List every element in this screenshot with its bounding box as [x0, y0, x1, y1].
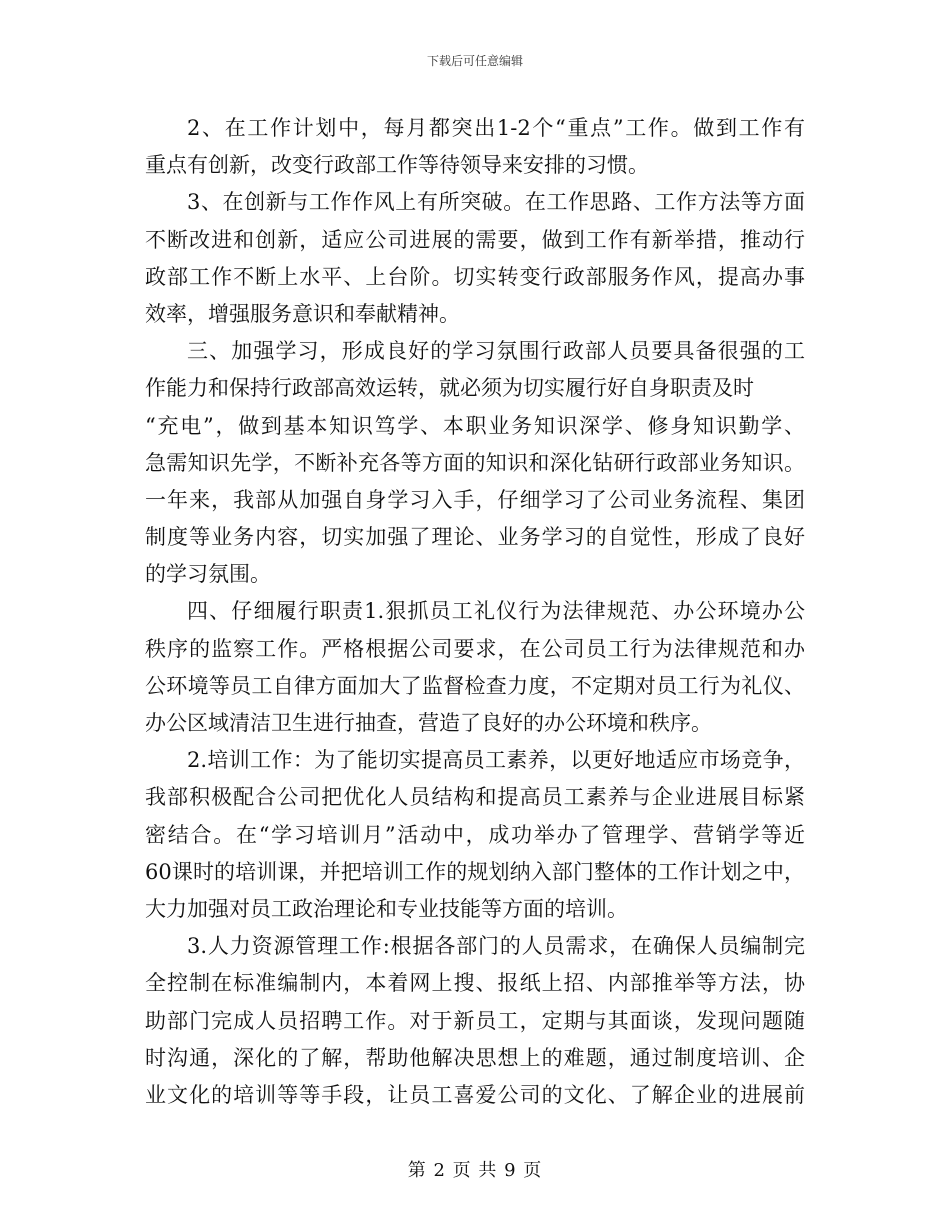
text-line: 助部门完成人员招聘工作。对于新员工，定期与其面谈，发现问题随 — [145, 1008, 805, 1033]
text-line: 办公区域清洁卫生进行抽查，营造了良好的办公环境和秩序。 — [145, 711, 712, 735]
text-line: 全控制在标准编制内，本着网上搜、报纸上招、内部推举等方法，协 — [145, 971, 805, 996]
text-line: 公环境等员工自律方面加大了监督检查力度，不定期对员工行为礼仪、 — [145, 673, 805, 698]
text-line: 的学习氛围。 — [145, 562, 271, 587]
body-text — [145, 110, 805, 1114]
text-line: 2、在工作计划中，每月都突出1-2个“重点”工作。做到工作有 — [187, 116, 805, 140]
text-line: 我部积极配合公司把优化人员结构和提高员工素养与企业进展目标紧 — [145, 785, 805, 810]
text-line: 政部工作不断上水平、上台阶。切实转变行政部服务作风，提高办事 — [145, 264, 805, 289]
text-line: 制度等业务内容，切实加强了理论、业务学习的自觉性，形成了良好 — [145, 525, 805, 550]
page-number-footer: 第 2 页 共 9 页 — [407, 1160, 543, 1181]
text-line: 急需知识先学，不断补充各等方面的知识和深化钻研行政部业务知识。 — [145, 450, 805, 475]
text-line: 重点有创新，改变行政部工作等待领导来安排的习惯。 — [145, 153, 649, 178]
text-line: 2.培训工作：为了能切实提高员工素养，以更好地适应市场竞争， — [187, 748, 805, 773]
text-line: 效率，增强服务意识和奉献精神。 — [145, 301, 460, 326]
text-line: 一年来，我部从加强自身学习入手，仔细学习了公司业务流程、集团 — [145, 487, 805, 512]
text-line: 不断改进和创新，适应公司进展的需要，做到工作有新举措，推动行 — [145, 227, 805, 252]
text-line: 60课时的培训课，并把培训工作的规划纳入部门整体的工作计划之中， — [145, 859, 805, 884]
text-line: 时沟通，深化的了解，帮助他解决思想上的难题，通过制度培训、企 — [145, 1045, 805, 1070]
text-line: 秩序的监察工作。严格根据公司要求，在公司员工行为法律规范和办 — [145, 636, 805, 661]
text-line: 四、仔细履行职责1.狠抓员工礼仪行为法律规范、办公环境办公 — [187, 599, 805, 624]
page-header: 下载后可任意编辑 — [426, 54, 523, 68]
text-line: 3.人力资源管理工作:根据各部门的人员需求，在确保人员编制完 — [187, 934, 805, 959]
text-line: 作能力和保持行政部高效运转，就必须为切实履行好自身职责及时 — [145, 376, 754, 401]
text-line: 大力加强对员工政治理论和专业技能等方面的培训。 — [145, 896, 628, 921]
text-line: 密结合。在“学习培训月”活动中，成功举办了管理学、营销学等近 — [145, 822, 805, 847]
text-line: 3、在创新与工作作风上有所突破。在工作思路、工作方法等方面 — [187, 190, 805, 215]
text-line: “充电”，做到基本知识笃学、本职业务知识深学、修身知识勤学、 — [145, 413, 805, 438]
text-line: 三、加强学习，形成良好的学习氛围行政部人员要具备很强的工 — [187, 339, 805, 364]
text-line: 业文化的培训等等手段，让员工喜爱公司的文化、了解企业的进展前 — [145, 1082, 805, 1107]
